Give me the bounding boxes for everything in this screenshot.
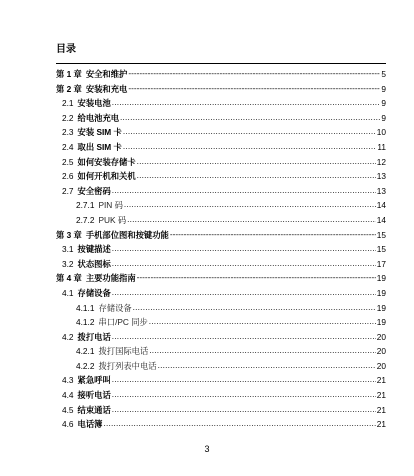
toc-entry-title: 接听电话: [77, 390, 111, 401]
toc-leader: [149, 316, 376, 326]
toc-entry-number: 4.6: [62, 419, 74, 430]
toc-entry-page: 12: [376, 156, 386, 167]
toc-leader: [112, 258, 376, 268]
toc-entry[interactable]: [56, 345, 386, 360]
toc-entry[interactable]: [56, 258, 386, 273]
toc-entry-title: 存储设备: [77, 287, 111, 298]
toc-leader: [123, 126, 376, 136]
toc-heading: 目录: [56, 44, 76, 55]
toc-entry-title: 安装 SIM 卡: [77, 127, 122, 138]
toc-entry-number: 3.1: [62, 244, 74, 255]
toc-entry-number: 2.3: [62, 127, 74, 138]
toc-entry[interactable]: [56, 112, 386, 127]
toc-entry-page: 9: [381, 112, 386, 123]
toc-entry-page: 14: [376, 214, 386, 225]
toc-entry-title: 状态图标: [77, 258, 111, 269]
toc-entry-title: PIN 码: [98, 200, 123, 211]
toc-entry-page: 21: [376, 419, 386, 430]
toc-entry[interactable]: [56, 272, 386, 287]
toc-entry-title: 拨打国际电话: [98, 346, 149, 357]
toc-entry-number: 4.2.1: [76, 346, 95, 357]
toc-entry-page: 15: [376, 229, 386, 240]
toc-leader: [123, 141, 377, 151]
toc-leader: [137, 272, 376, 282]
toc-entry[interactable]: [56, 331, 386, 346]
toc-entry-number: 4.1.1: [76, 302, 95, 313]
toc-entry-page: 9: [381, 83, 386, 94]
toc-entry-title: 拨打电话: [77, 331, 111, 342]
toc-entry-page: 19: [376, 273, 386, 284]
toc-entry-title: PUK 码: [98, 214, 127, 225]
toc-leader: [128, 83, 380, 93]
toc-entry[interactable]: [56, 156, 386, 171]
toc-leader: [137, 156, 376, 166]
toc-entry-number: 4.2: [62, 331, 74, 342]
toc-entry[interactable]: [56, 83, 386, 98]
toc-entry-title: 如何开机和关机: [77, 171, 136, 182]
toc-entry[interactable]: [56, 287, 386, 302]
toc-entry[interactable]: [56, 302, 386, 317]
toc-entry-title: 安全和维护: [85, 69, 128, 79]
page-number: 3: [204, 444, 210, 454]
toc-entry[interactable]: [56, 214, 386, 229]
toc-entry-page: 19: [376, 287, 386, 298]
toc-entry-page: 13: [376, 171, 386, 182]
toc-entry-title: 安装电池: [77, 98, 111, 109]
toc-entry-number: 4.1: [62, 287, 74, 298]
toc-entry-title: 安全密码: [77, 185, 111, 196]
toc-leader: [158, 360, 376, 370]
toc-leader: [103, 418, 375, 428]
toc-entry-title: 取出 SIM 卡: [77, 141, 122, 152]
toc-leader: [133, 302, 376, 312]
toc-entry[interactable]: [56, 389, 386, 404]
toc-leader: [112, 97, 381, 107]
toc-entry-page: 11: [377, 141, 386, 152]
toc-entry[interactable]: [56, 126, 386, 141]
toc-leader: [120, 112, 380, 122]
toc-entry[interactable]: [56, 199, 386, 214]
toc-entry[interactable]: [56, 360, 386, 375]
toc-entry-number: 4.1.2: [76, 317, 95, 328]
toc-entry[interactable]: [56, 404, 386, 419]
toc-entry-number: 第 1 章: [56, 69, 82, 79]
toc-entry-page: 17: [376, 258, 386, 269]
toc-entry-number: 2.2: [62, 112, 74, 123]
table-of-contents: [56, 68, 386, 433]
toc-entry-number: 2.7.1: [76, 200, 95, 211]
toc-entry-page: 10: [376, 127, 386, 138]
toc-entry-number: 2.6: [62, 171, 74, 182]
toc-entry-number: 2.7: [62, 185, 74, 196]
toc-leader: [149, 345, 376, 355]
toc-entry-number: 3.2: [62, 258, 74, 269]
toc-entry-title: 电话簿: [77, 419, 103, 430]
toc-entry-page: 20: [376, 360, 386, 371]
toc-leader: [112, 374, 376, 384]
toc-entry-page: 19: [376, 302, 386, 313]
toc-entry-title: 如何安装存储卡: [77, 156, 136, 167]
toc-entry[interactable]: [56, 374, 386, 389]
toc-leader: [127, 214, 376, 224]
toc-entry-title: 安装和充电: [85, 83, 128, 94]
toc-entry-page: 20: [376, 331, 386, 342]
toc-entry-title: 主要功能指南: [85, 273, 136, 284]
toc-entry-title: 按键描述: [77, 244, 111, 255]
toc-entry-title: 串口/PC 同步: [98, 317, 148, 328]
toc-entry[interactable]: [56, 68, 386, 83]
toc-entry-page: 13: [376, 185, 386, 196]
toc-leader: [112, 404, 376, 414]
toc-entry-number: 第 2 章: [56, 83, 82, 94]
toc-leader: [112, 389, 376, 399]
toc-entry-title: 手机部位图和按键功能: [85, 229, 169, 240]
toc-leader: [128, 68, 380, 78]
toc-entry-title: 存储设备: [98, 302, 132, 313]
toc-entry[interactable]: [56, 229, 386, 244]
toc-entry-number: 第 3 章: [56, 229, 82, 240]
toc-entry[interactable]: [56, 141, 386, 156]
toc-entry[interactable]: [56, 243, 386, 258]
toc-entry-title: 给电池充电: [77, 112, 120, 123]
toc-leader: [112, 331, 376, 341]
toc-leader: [112, 287, 376, 297]
toc-entry-page: 15: [376, 244, 386, 255]
toc-entry-number: 第 4 章: [56, 273, 82, 284]
heading-rule: [56, 63, 386, 64]
toc-leader: [124, 199, 376, 209]
toc-entry-page: 14: [376, 200, 386, 211]
toc-entry-page: 21: [376, 375, 386, 386]
toc-entry-page: 21: [376, 390, 386, 401]
toc-entry-page: 21: [376, 404, 386, 415]
toc-leader: [137, 170, 376, 180]
toc-entry[interactable]: [56, 185, 386, 200]
toc-entry[interactable]: [56, 97, 386, 112]
toc-entry-number: 2.1: [62, 98, 74, 109]
toc-entry-number: 4.2.2: [76, 360, 95, 371]
toc-entry-number: 4.3: [62, 375, 74, 386]
toc-entry[interactable]: [56, 170, 386, 185]
toc-entry-number: 2.4: [62, 141, 74, 152]
toc-entry-title: 拨打列表中电话: [98, 360, 157, 371]
toc-entry-title: 结束通话: [77, 404, 111, 415]
toc-leader: [112, 185, 376, 195]
toc-entry-page: 20: [376, 346, 386, 357]
toc-leader: [112, 243, 376, 253]
toc-entry-number: 2.7.2: [76, 214, 95, 225]
toc-entry-number: 4.4: [62, 390, 74, 401]
toc-entry-number: 4.5: [62, 404, 74, 415]
toc-entry-page: 19: [376, 317, 386, 328]
toc-entry-page: 9: [381, 98, 386, 109]
toc-entry-number: 2.5: [62, 156, 74, 167]
toc-entry[interactable]: [56, 418, 386, 433]
toc-leader: [170, 229, 376, 239]
toc-entry-title: 紧急呼叫: [77, 375, 111, 386]
toc-entry-page: 5: [381, 69, 386, 79]
toc-entry[interactable]: [56, 316, 386, 331]
